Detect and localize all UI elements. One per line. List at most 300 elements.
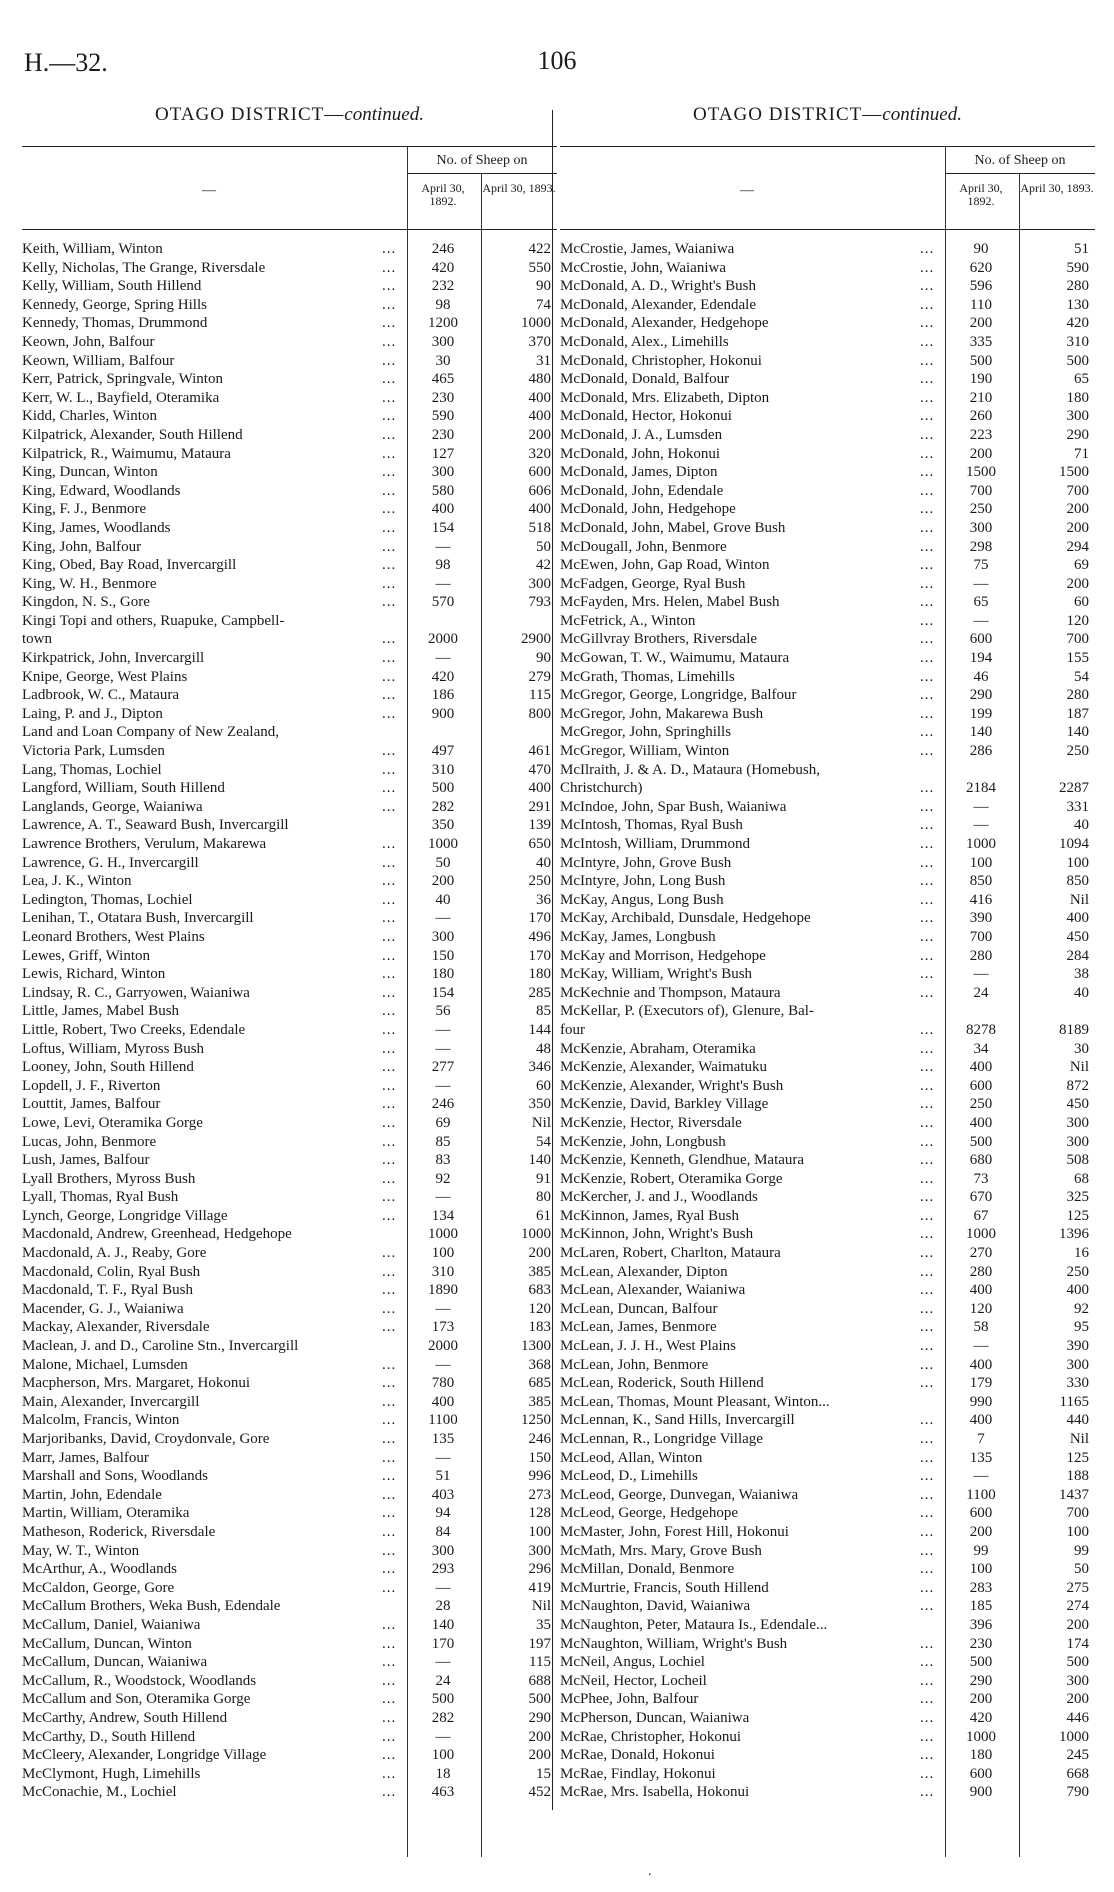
sheep-1892: 990 <box>969 1393 993 1410</box>
owner-name: McIntosh, Thomas, Ryal Bush <box>560 817 743 834</box>
leader-dots: ... <box>920 1654 935 1671</box>
sheep-1893: 688 <box>528 1672 551 1689</box>
sheep-1893: 422 <box>528 241 551 257</box>
table-row <box>560 761 1095 780</box>
owner-name: Lawrence, A. T., Seaward Bush, Invercargill <box>22 817 289 834</box>
sheep-1893: 99 <box>1074 1542 1089 1559</box>
owner-name: Lyall, Thomas, Ryal Bush <box>22 1189 179 1206</box>
leader-dots: ... <box>920 1133 935 1150</box>
leader-dots: ... <box>920 743 935 760</box>
owner-name: McKellar, P. (Executors of), Glenure, Bal- <box>560 1003 814 1020</box>
owner-name: King, Edward, Woodlands <box>22 482 181 499</box>
sheep-1892: 335 <box>969 333 993 350</box>
leader-dots: ... <box>920 1152 935 1169</box>
table-row <box>560 500 1095 519</box>
owner-name: McLeod, George, Dunvegan, Waianiwa <box>560 1486 799 1503</box>
sheep-1892: — <box>435 910 451 927</box>
sheep-1893: 300 <box>1066 1114 1089 1131</box>
table-row <box>560 1635 1095 1654</box>
leader-dots: ... <box>382 854 397 871</box>
table-row <box>560 277 1095 296</box>
sheep-1892: 300 <box>969 519 993 536</box>
table-row <box>22 389 557 408</box>
sheep-1892: 396 <box>969 1616 993 1633</box>
column-title <box>560 104 1095 126</box>
sheep-1892: 2184 <box>966 780 996 797</box>
leader-dots: ... <box>920 389 935 406</box>
sheep-1892: 280 <box>969 1263 993 1280</box>
owner-name: Kelly, Nicholas, The Grange, Riversdale <box>22 259 266 276</box>
sheep-1893: 1500 <box>1059 464 1089 481</box>
leader-dots: ... <box>382 1728 397 1745</box>
sheep-1893: 250 <box>1066 743 1089 760</box>
sheep-1893: 294 <box>1066 538 1089 555</box>
leader-dots: ... <box>382 1245 397 1262</box>
sheep-1893: 452 <box>528 1784 551 1801</box>
owner-name: Lenihan, T., Otatara Bush, Invercargill <box>22 910 254 927</box>
sheep-1892: 56 <box>435 1003 451 1020</box>
leader-dots: ... <box>382 1579 397 1596</box>
leader-dots: ... <box>382 1561 397 1578</box>
table-row <box>560 891 1095 910</box>
sheep-1892: 600 <box>969 1765 993 1782</box>
owner-name: McLean, James, Benmore <box>560 1319 717 1336</box>
owner-name: Kennedy, George, Spring Hills <box>22 296 207 313</box>
leader-dots: ... <box>382 352 397 369</box>
table-row <box>560 1765 1095 1784</box>
table-row <box>22 333 557 352</box>
leader-dots: ... <box>382 1672 397 1689</box>
table-row <box>560 835 1095 854</box>
sheep-1892: — <box>435 1189 451 1206</box>
sheep-1893: 2900 <box>521 631 551 648</box>
owner-name: Keown, John, Balfour <box>22 333 155 350</box>
sheep-1892: — <box>973 1338 989 1355</box>
sheep-1892: 173 <box>431 1319 455 1336</box>
sheep-1892: 400 <box>969 1356 993 1373</box>
table-row <box>22 1263 557 1282</box>
sheep-1892: 280 <box>969 947 993 964</box>
sheep-1893: 400 <box>1066 1282 1089 1299</box>
table-row <box>560 798 1095 817</box>
leader-dots: ... <box>382 315 397 332</box>
owner-name: McNaughton, Peter, Mataura Is., Edendale... <box>560 1616 828 1633</box>
sheep-1893: 590 <box>1066 259 1089 276</box>
owner-name: McMillan, Donald, Benmore <box>560 1561 735 1578</box>
table-row <box>560 1653 1095 1672</box>
leader-dots: ... <box>382 296 397 313</box>
table-row <box>560 593 1095 612</box>
table-row <box>22 668 557 687</box>
left-column <box>22 104 557 1864</box>
owner-name: Kilpatrick, Alexander, South Hillend <box>22 426 243 443</box>
sheep-1893: 1165 <box>1059 1393 1089 1410</box>
leader-dots: ... <box>920 1170 935 1187</box>
sheep-1893: 40 <box>1074 817 1089 834</box>
sheep-1892: 465 <box>431 371 455 388</box>
owner-name: Kerr, W. L., Bayfield, Oteramika <box>22 389 220 406</box>
table-row <box>560 1430 1095 1449</box>
sheep-1893: 100 <box>528 1523 551 1540</box>
sheep-1893: 150 <box>528 1449 551 1466</box>
sheep-1892: 293 <box>431 1561 455 1578</box>
sheep-1892: 154 <box>431 519 455 536</box>
sheep-1893: Nil <box>1069 1431 1089 1447</box>
leader-dots: ... <box>920 1765 935 1782</box>
table-row <box>560 352 1095 371</box>
leader-dots: ... <box>382 1152 397 1169</box>
leader-dots: ... <box>382 1542 397 1559</box>
owner-name: Land and Loan Company of New Zealand, <box>22 724 279 741</box>
table-row <box>22 407 557 426</box>
sheep-1892: 73 <box>973 1170 989 1187</box>
leader-dots: ... <box>920 371 935 388</box>
leader-dots: ... <box>382 1096 397 1113</box>
sheep-1893: 200 <box>1066 519 1089 536</box>
sheep-1893: 200 <box>528 1747 551 1764</box>
owner-name: McLean, J. J. H., West Plains <box>560 1338 737 1355</box>
table-row <box>560 630 1095 649</box>
sheep-1893: 16 <box>1074 1245 1089 1262</box>
table-body <box>22 240 557 1802</box>
sheep-1893: 280 <box>1066 278 1089 295</box>
table-row <box>560 612 1095 631</box>
table-row <box>560 259 1095 278</box>
leader-dots: ... <box>382 1282 397 1299</box>
leader-dots: ... <box>920 1523 935 1540</box>
owner-name: Keown, William, Balfour <box>22 352 175 369</box>
table-row <box>22 1672 557 1691</box>
owner-name: McCallum Brothers, Weka Bush, Edendale <box>22 1598 281 1615</box>
leader-dots: ... <box>920 445 935 462</box>
sheep-1893: 700 <box>1066 482 1089 499</box>
leader-dots: ... <box>920 1114 935 1131</box>
sheep-1892: — <box>435 1356 451 1373</box>
leader-dots: ... <box>920 1226 935 1243</box>
table-row <box>22 1207 557 1226</box>
owner-name: McNeil, Angus, Lochiel <box>560 1654 705 1671</box>
leader-dots: ... <box>920 650 935 667</box>
sheep-1892: 200 <box>969 445 993 462</box>
sheep-1893: 200 <box>528 1245 551 1262</box>
table-row <box>22 259 557 278</box>
table-row <box>560 1597 1095 1616</box>
table-row <box>22 872 557 891</box>
sheep-1893: 480 <box>528 371 551 388</box>
table-row <box>560 314 1095 333</box>
table-row <box>22 538 557 557</box>
sheep-1892: 246 <box>431 1096 455 1113</box>
sheep-1893: 300 <box>1066 408 1089 425</box>
table-row <box>560 1709 1095 1728</box>
sheep-1893: 790 <box>1066 1784 1089 1801</box>
sheep-1893: 400 <box>528 501 551 518</box>
sheep-1892: 400 <box>969 1412 993 1429</box>
leader-dots: ... <box>382 1375 397 1392</box>
table-row <box>560 1504 1095 1523</box>
sheep-1893: 872 <box>1066 1077 1089 1094</box>
table-row <box>560 1542 1095 1561</box>
sheep-1893: 650 <box>528 836 551 852</box>
owner-name: McFetrick, A., Winton <box>560 612 696 629</box>
sheep-1893: 450 <box>1066 1096 1089 1113</box>
sheep-1892: 230 <box>431 389 455 406</box>
leader-dots: ... <box>382 408 397 425</box>
leader-dots: ... <box>382 984 397 1001</box>
sheep-1892: 94 <box>435 1505 451 1522</box>
table-row <box>560 389 1095 408</box>
owner-name: Macdonald, Andrew, Greenhead, Hedgehope <box>22 1226 292 1243</box>
table-row <box>22 1300 557 1319</box>
sheep-1892: 300 <box>431 333 455 350</box>
sheep-1893: 793 <box>528 594 551 611</box>
sheep-1892: 500 <box>969 1133 993 1150</box>
table-row <box>22 1040 557 1059</box>
sheep-1892: 596 <box>969 278 993 295</box>
sheep-1892: 298 <box>969 538 993 555</box>
leader-dots: ... <box>382 1170 397 1187</box>
sheep-1893: 300 <box>1066 1356 1089 1373</box>
owner-name: Lawrence Brothers, Verulum, Makarewa <box>22 836 267 852</box>
owner-name: McEwen, John, Gap Road, Winton <box>560 557 770 574</box>
leader-dots: ... <box>920 1282 935 1299</box>
sheep-1892: 300 <box>431 928 455 945</box>
table-row <box>560 370 1095 389</box>
leader-dots: ... <box>382 743 397 760</box>
table-row <box>22 928 557 947</box>
owner-name: Leonard Brothers, West Plains <box>22 928 205 945</box>
leader-dots: ... <box>382 650 397 667</box>
table-row <box>22 1151 557 1170</box>
title-main: OTAGO DISTRICT— <box>693 104 883 125</box>
sheep-1892: 290 <box>969 1672 993 1689</box>
owner-name: McDonald, Alexander, Edendale <box>560 296 756 313</box>
owner-name: McRae, Mrs. Isabella, Hokonui <box>560 1784 750 1801</box>
sheep-1892: 400 <box>431 1393 455 1410</box>
owner-name: McLean, Duncan, Balfour <box>560 1300 718 1317</box>
sheep-1892: 277 <box>431 1059 455 1076</box>
table-row <box>560 1077 1095 1096</box>
sheep-1892: 135 <box>969 1449 993 1466</box>
sheep-1892: 900 <box>431 705 455 722</box>
sheep-1893: 200 <box>1066 1691 1089 1708</box>
sheep-1893: 996 <box>528 1468 551 1485</box>
owner-name: McIntyre, John, Long Bush <box>560 873 726 890</box>
sheep-1892: — <box>973 966 989 983</box>
table-row <box>560 1411 1095 1430</box>
owner-name: McLean, Alexander, Dipton <box>560 1263 728 1280</box>
leader-dots: ... <box>382 426 397 443</box>
owner-name: McLean, Roderick, South Hillend <box>560 1375 764 1392</box>
leader-dots: ... <box>382 241 397 257</box>
sheep-1893: 700 <box>1066 631 1089 648</box>
owner-name: McClymont, Hugh, Limehills <box>22 1765 201 1782</box>
sheep-1892: 179 <box>969 1375 993 1392</box>
owner-name: Christchurch) <box>560 780 643 797</box>
sheep-1892: 58 <box>973 1319 989 1336</box>
owner-name: McCallum and Son, Oteramika Gorge <box>22 1691 251 1708</box>
sheep-1893: 461 <box>528 743 551 760</box>
sheep-1893: 400 <box>528 780 551 797</box>
table-row <box>560 1058 1095 1077</box>
owner-name: McNaughton, William, Wright's Bush <box>560 1635 788 1652</box>
owner-name: Lindsay, R. C., Garryowen, Waianiwa <box>22 984 250 1001</box>
sheep-1892: 40 <box>435 891 451 908</box>
table-row <box>22 1765 557 1784</box>
owner-name: McLean, John, Benmore <box>560 1356 709 1373</box>
owner-name: Kennedy, Thomas, Drummond <box>22 315 208 332</box>
sheep-1892: 497 <box>431 743 455 760</box>
sheep-1893: 95 <box>1074 1319 1089 1336</box>
sheep-1892: 232 <box>431 278 455 295</box>
owner-name: McKay and Morrison, Hedgehope <box>560 947 766 964</box>
sheep-1893: 370 <box>528 333 551 350</box>
owner-name: Keith, William, Winton <box>22 241 163 257</box>
sheep-1892: 600 <box>969 1077 993 1094</box>
owner-name: McDonald, John, Hedgehope <box>560 501 736 518</box>
table-row <box>22 1411 557 1430</box>
owner-name: McDonald, James, Dipton <box>560 464 718 481</box>
leader-dots: ... <box>920 1412 935 1429</box>
table-row <box>560 1579 1095 1598</box>
leader-dots: ... <box>920 296 935 313</box>
sheep-1892: 200 <box>431 873 455 890</box>
leader-dots: ... <box>920 1542 935 1559</box>
leader-dots: ... <box>920 315 935 332</box>
owner-name: McIntyre, John, Grove Bush <box>560 854 732 871</box>
sheep-1892: 300 <box>431 464 455 481</box>
sheep-1893: 1396 <box>1059 1226 1089 1243</box>
title-main: OTAGO DISTRICT— <box>155 104 345 125</box>
sheep-1892: 134 <box>431 1207 455 1224</box>
table-row <box>22 296 557 315</box>
table-row <box>22 277 557 296</box>
owner-name: Kerr, Patrick, Springvale, Winton <box>22 371 223 388</box>
sheep-1893: 85 <box>536 1003 551 1020</box>
sheep-1892: 200 <box>969 315 993 332</box>
sheep-1893: 183 <box>528 1319 551 1336</box>
sheep-1893: 274 <box>1066 1598 1089 1615</box>
owner-name: McGrath, Thomas, Limehills <box>560 668 735 685</box>
leader-dots: ... <box>920 557 935 574</box>
owner-name: McKechnie and Thompson, Mataura <box>560 984 781 1001</box>
owner-name: Lowe, Levi, Oteramika Gorge <box>22 1114 203 1131</box>
table-row <box>560 1616 1095 1635</box>
leader-dots: ... <box>920 519 935 536</box>
table-row <box>22 1579 557 1598</box>
sheep-1892: — <box>435 1728 451 1745</box>
leader-dots: ... <box>920 1431 935 1447</box>
sheep-1892: 135 <box>431 1431 455 1447</box>
table-row <box>22 1225 557 1244</box>
sheep-1893: 300 <box>1066 1133 1089 1150</box>
sheep-1892: 2000 <box>428 1338 458 1355</box>
table-row <box>22 463 557 482</box>
leader-dots: ... <box>920 705 935 722</box>
leader-dots: ... <box>920 1263 935 1280</box>
leader-dots: ... <box>382 1468 397 1485</box>
owner-name: McGregor, William, Winton <box>560 743 730 760</box>
right-column <box>560 104 1095 1864</box>
table-row <box>22 1635 557 1654</box>
owner-name: McNeil, Hector, Locheil <box>560 1672 707 1689</box>
leader-dots: ... <box>920 464 935 481</box>
sheep-1893: 30 <box>1074 1040 1089 1057</box>
sheep-1893: 125 <box>1066 1449 1089 1466</box>
leader-dots: ... <box>382 1412 397 1429</box>
table-row <box>22 352 557 371</box>
table-row <box>560 1281 1095 1300</box>
owner-name: Looney, John, South Hillend <box>22 1059 194 1076</box>
table-row <box>560 538 1095 557</box>
sheep-1893: 325 <box>1066 1189 1089 1206</box>
sheep-1892: 400 <box>969 1059 993 1076</box>
sheep-1893: Nil <box>531 1114 551 1131</box>
table-row <box>560 984 1095 1003</box>
sheep-1893: 174 <box>1066 1635 1089 1652</box>
owner-name: McCrostie, John, Waianiwa <box>560 259 726 276</box>
sheep-1893: 1437 <box>1059 1486 1089 1503</box>
sheep-1893: 1000 <box>521 315 551 332</box>
sheep-1893: Nil <box>1069 1059 1089 1076</box>
sheep-1892: 85 <box>435 1133 451 1150</box>
table-row <box>22 649 557 668</box>
owner-name: McDonald, John, Hokonui <box>560 445 720 462</box>
owner-name: McMaster, John, Forest Hill, Hokonui <box>560 1523 789 1540</box>
table-row <box>560 1244 1095 1263</box>
owner-name: McGowan, T. W., Waimumu, Mataura <box>560 650 790 667</box>
sheep-1892: 127 <box>431 445 455 462</box>
table-row <box>22 500 557 519</box>
leader-dots: ... <box>920 1747 935 1764</box>
owner-name: McConachie, M., Lochiel <box>22 1784 177 1801</box>
sheep-1892: 51 <box>435 1468 451 1485</box>
table-row <box>560 1337 1095 1356</box>
sheep-1892: 250 <box>969 501 993 518</box>
leader-dots: ... <box>382 780 397 797</box>
sheep-1892: 84 <box>435 1523 451 1540</box>
sheep-1892: 246 <box>431 241 455 257</box>
owner-name: McMurtrie, Francis, South Hillend <box>560 1579 769 1596</box>
leader-dots: ... <box>382 1505 397 1522</box>
owner-name: McDonald, J. A., Lumsden <box>560 426 723 443</box>
leader-dots: ... <box>920 780 935 797</box>
table-row <box>22 1337 557 1356</box>
owner-name: King, John, Balfour <box>22 538 142 555</box>
table-row <box>22 761 557 780</box>
leader-dots: ... <box>382 594 397 611</box>
owner-name: McDonald, Alexander, Hedgehope <box>560 315 769 332</box>
sheep-1893: 50 <box>1074 1561 1089 1578</box>
sheep-1892: 67 <box>973 1207 989 1224</box>
table-row <box>22 1077 557 1096</box>
sheep-1893: 350 <box>528 1096 551 1113</box>
table-row <box>560 909 1095 928</box>
table-row <box>560 1672 1095 1691</box>
leader-dots: ... <box>920 575 935 592</box>
sheep-1893: 91 <box>536 1170 551 1187</box>
leader-dots: ... <box>920 408 935 425</box>
sheep-1892: — <box>435 1077 451 1094</box>
table-row <box>22 686 557 705</box>
table-row <box>560 407 1095 426</box>
sheep-1893: 330 <box>1066 1375 1089 1392</box>
sheep-1892: 250 <box>969 1096 993 1113</box>
owner-name: McGregor, George, Longridge, Balfour <box>560 687 797 704</box>
sheep-1893: 170 <box>528 910 551 927</box>
leader-dots: ... <box>382 333 397 350</box>
table-row <box>22 723 557 742</box>
